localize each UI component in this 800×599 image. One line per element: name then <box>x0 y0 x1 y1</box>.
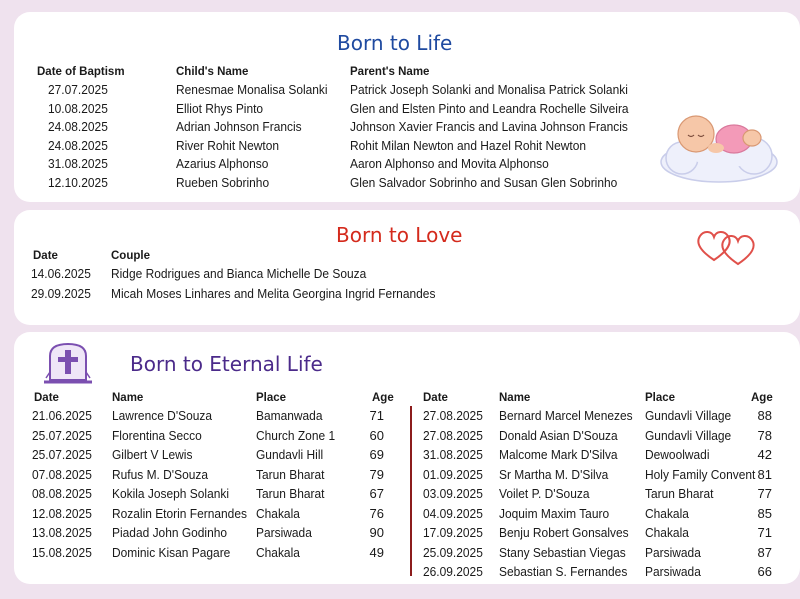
baptism-date: 24.08.2025 <box>48 137 108 153</box>
two-hearts-icon <box>694 224 760 266</box>
child-name: Azarius Alphonso <box>176 156 269 172</box>
death-date: 01.09.2025 <box>423 466 483 482</box>
parents-name: Aaron Alphonso and Movita Alphonso <box>350 156 549 172</box>
child-name: River Rohit Newton <box>176 137 280 153</box>
marriage-card <box>14 210 800 325</box>
death-date: 15.08.2025 <box>32 544 92 560</box>
age: 79 <box>369 466 384 482</box>
deceased-name: Voilet P. D'Souza <box>499 486 590 501</box>
age: 71 <box>369 408 384 423</box>
deceased-name: Florentina Secco <box>112 427 202 443</box>
death-date: 26.09.2025 <box>423 564 483 579</box>
sleeping-baby-on-cloud-icon <box>654 104 784 188</box>
place: Chakala <box>256 544 300 560</box>
deceased-name: Malcome Mark D'Silva <box>499 447 618 462</box>
baptism-date: 24.08.2025 <box>48 119 108 135</box>
age: 69 <box>369 447 384 462</box>
death-date: 12.08.2025 <box>32 505 92 521</box>
age: 87 <box>757 544 772 560</box>
header-childs-name: Child's Name <box>176 66 249 78</box>
age: 85 <box>757 505 772 521</box>
child-name: Rueben Sobrinho <box>176 175 270 190</box>
age: 66 <box>757 564 772 579</box>
deceased-name: Gilbert V Lewis <box>112 447 193 462</box>
deceased-name: Sr Martha M. D'Silva <box>499 466 609 482</box>
age: 60 <box>369 427 384 443</box>
deceased-name: Sebastian S. Fernandes <box>499 564 628 579</box>
marriage-date: 14.06.2025 <box>31 266 91 281</box>
deceased-name: Rozalin Etorin Fernandes <box>112 505 247 521</box>
age: 76 <box>369 505 384 521</box>
death-date: 03.09.2025 <box>423 486 483 501</box>
deceased-name: Dominic Kisan Pagare <box>112 544 231 560</box>
baptism-date: 10.08.2025 <box>48 100 108 116</box>
age: 67 <box>369 486 384 501</box>
deceased-name: Lawrence D'Souza <box>112 408 213 423</box>
deceased-name: Piadad John Godinho <box>112 525 228 540</box>
parents-name: Glen Salvador Sobrinho and Susan Glen Sobrinho <box>350 175 618 190</box>
parents-name: Johnson Xavier Francis and Lavina Johnson Francis <box>350 119 628 135</box>
child-name: Renesmae Monalisa Solanki <box>176 82 328 97</box>
deceased-name: Donald Asian D'Souza <box>499 427 618 443</box>
header-right-place: Place <box>645 392 676 404</box>
marriage-date: 29.09.2025 <box>31 286 91 301</box>
baptism-title: Born to Life <box>337 31 453 55</box>
death-date: 08.08.2025 <box>32 486 92 501</box>
death-date: 27.08.2025 <box>423 427 483 443</box>
cross-tomb-icon <box>40 338 96 386</box>
place: Gundavli Village <box>645 427 732 443</box>
death-date: 13.08.2025 <box>32 525 92 540</box>
death-date: 04.09.2025 <box>423 505 483 521</box>
header-date: Date <box>33 250 58 262</box>
place: Dewoolwadi <box>645 447 710 462</box>
header-right-age: Age <box>751 392 773 404</box>
parents-name: Rohit Milan Newton and Hazel Rohit Newton <box>350 137 586 153</box>
funeral-title: Born to Eternal Life <box>130 352 323 376</box>
place: Chakala <box>256 505 300 521</box>
couple-names: Ridge Rodrigues and Bianca Michelle De Souza <box>111 266 367 281</box>
death-date: 25.07.2025 <box>32 447 92 462</box>
age: 78 <box>757 427 772 443</box>
death-date: 21.06.2025 <box>32 408 92 423</box>
header-left-name: Name <box>112 392 144 404</box>
header-couple: Couple <box>111 250 150 262</box>
place: Parsiwada <box>645 564 701 579</box>
age: 71 <box>757 525 772 540</box>
place: Holy Family Convent <box>645 466 756 482</box>
deceased-name: Rufus M. D'Souza <box>112 466 209 482</box>
header-date-of-baptism: Date of Baptism <box>37 66 125 78</box>
death-date: 25.09.2025 <box>423 544 483 560</box>
header-left-date: Date <box>34 392 59 404</box>
place: Gundavli Hill <box>256 447 324 462</box>
place: Chakala <box>645 525 689 540</box>
child-name: Elliot Rhys Pinto <box>176 100 264 116</box>
deceased-name: Bernard Marcel Menezes <box>499 408 633 423</box>
deceased-name: Kokila Joseph Solanki <box>112 486 230 501</box>
deceased-name: Joquim Maxim Tauro <box>499 505 610 521</box>
deceased-name: Stany Sebastian Viegas <box>499 544 626 560</box>
place: Bamanwada <box>256 408 323 423</box>
death-date: 25.07.2025 <box>32 427 92 443</box>
age: 49 <box>369 544 384 560</box>
death-date: 31.08.2025 <box>423 447 483 462</box>
age: 81 <box>757 466 772 482</box>
place: Tarun Bharat <box>256 486 325 501</box>
couple-names: Micah Moses Linhares and Melita Georgina Ingrid Fernandes <box>111 286 436 301</box>
header-right-name: Name <box>499 392 531 404</box>
death-date: 07.08.2025 <box>32 466 92 482</box>
baptism-date: 12.10.2025 <box>48 175 108 190</box>
deceased-name: Benju Robert Gonsalves <box>499 525 629 540</box>
funeral-card <box>14 332 800 584</box>
death-date: 17.09.2025 <box>423 525 483 540</box>
header-left-place: Place <box>256 392 287 404</box>
place: Church Zone 1 <box>256 427 336 443</box>
baptism-card <box>14 12 800 202</box>
place: Parsiwada <box>645 544 701 560</box>
parents-name: Glen and Elsten Pinto and Leandra Rochelle Silveira <box>350 100 629 116</box>
age: 77 <box>757 486 772 501</box>
age: 90 <box>369 525 384 540</box>
marriage-title: Born to Love <box>336 223 463 247</box>
place: Chakala <box>645 505 689 521</box>
column-divider <box>410 406 412 576</box>
place: Tarun Bharat <box>645 486 714 501</box>
age: 42 <box>757 447 772 462</box>
child-name: Adrian Johnson Francis <box>176 119 302 135</box>
place: Parsiwada <box>256 525 312 540</box>
death-date: 27.08.2025 <box>423 408 483 423</box>
place: Gundavli Village <box>645 408 732 423</box>
parents-name: Patrick Joseph Solanki and Monalisa Patrick Solanki <box>350 82 628 97</box>
header-parents-name: Parent's Name <box>350 66 430 78</box>
baptism-date: 31.08.2025 <box>48 156 108 172</box>
header-left-age: Age <box>372 392 394 404</box>
age: 88 <box>757 408 772 423</box>
baptism-date: 27.07.2025 <box>48 82 108 97</box>
place: Tarun Bharat <box>256 466 325 482</box>
header-right-date: Date <box>423 392 448 404</box>
